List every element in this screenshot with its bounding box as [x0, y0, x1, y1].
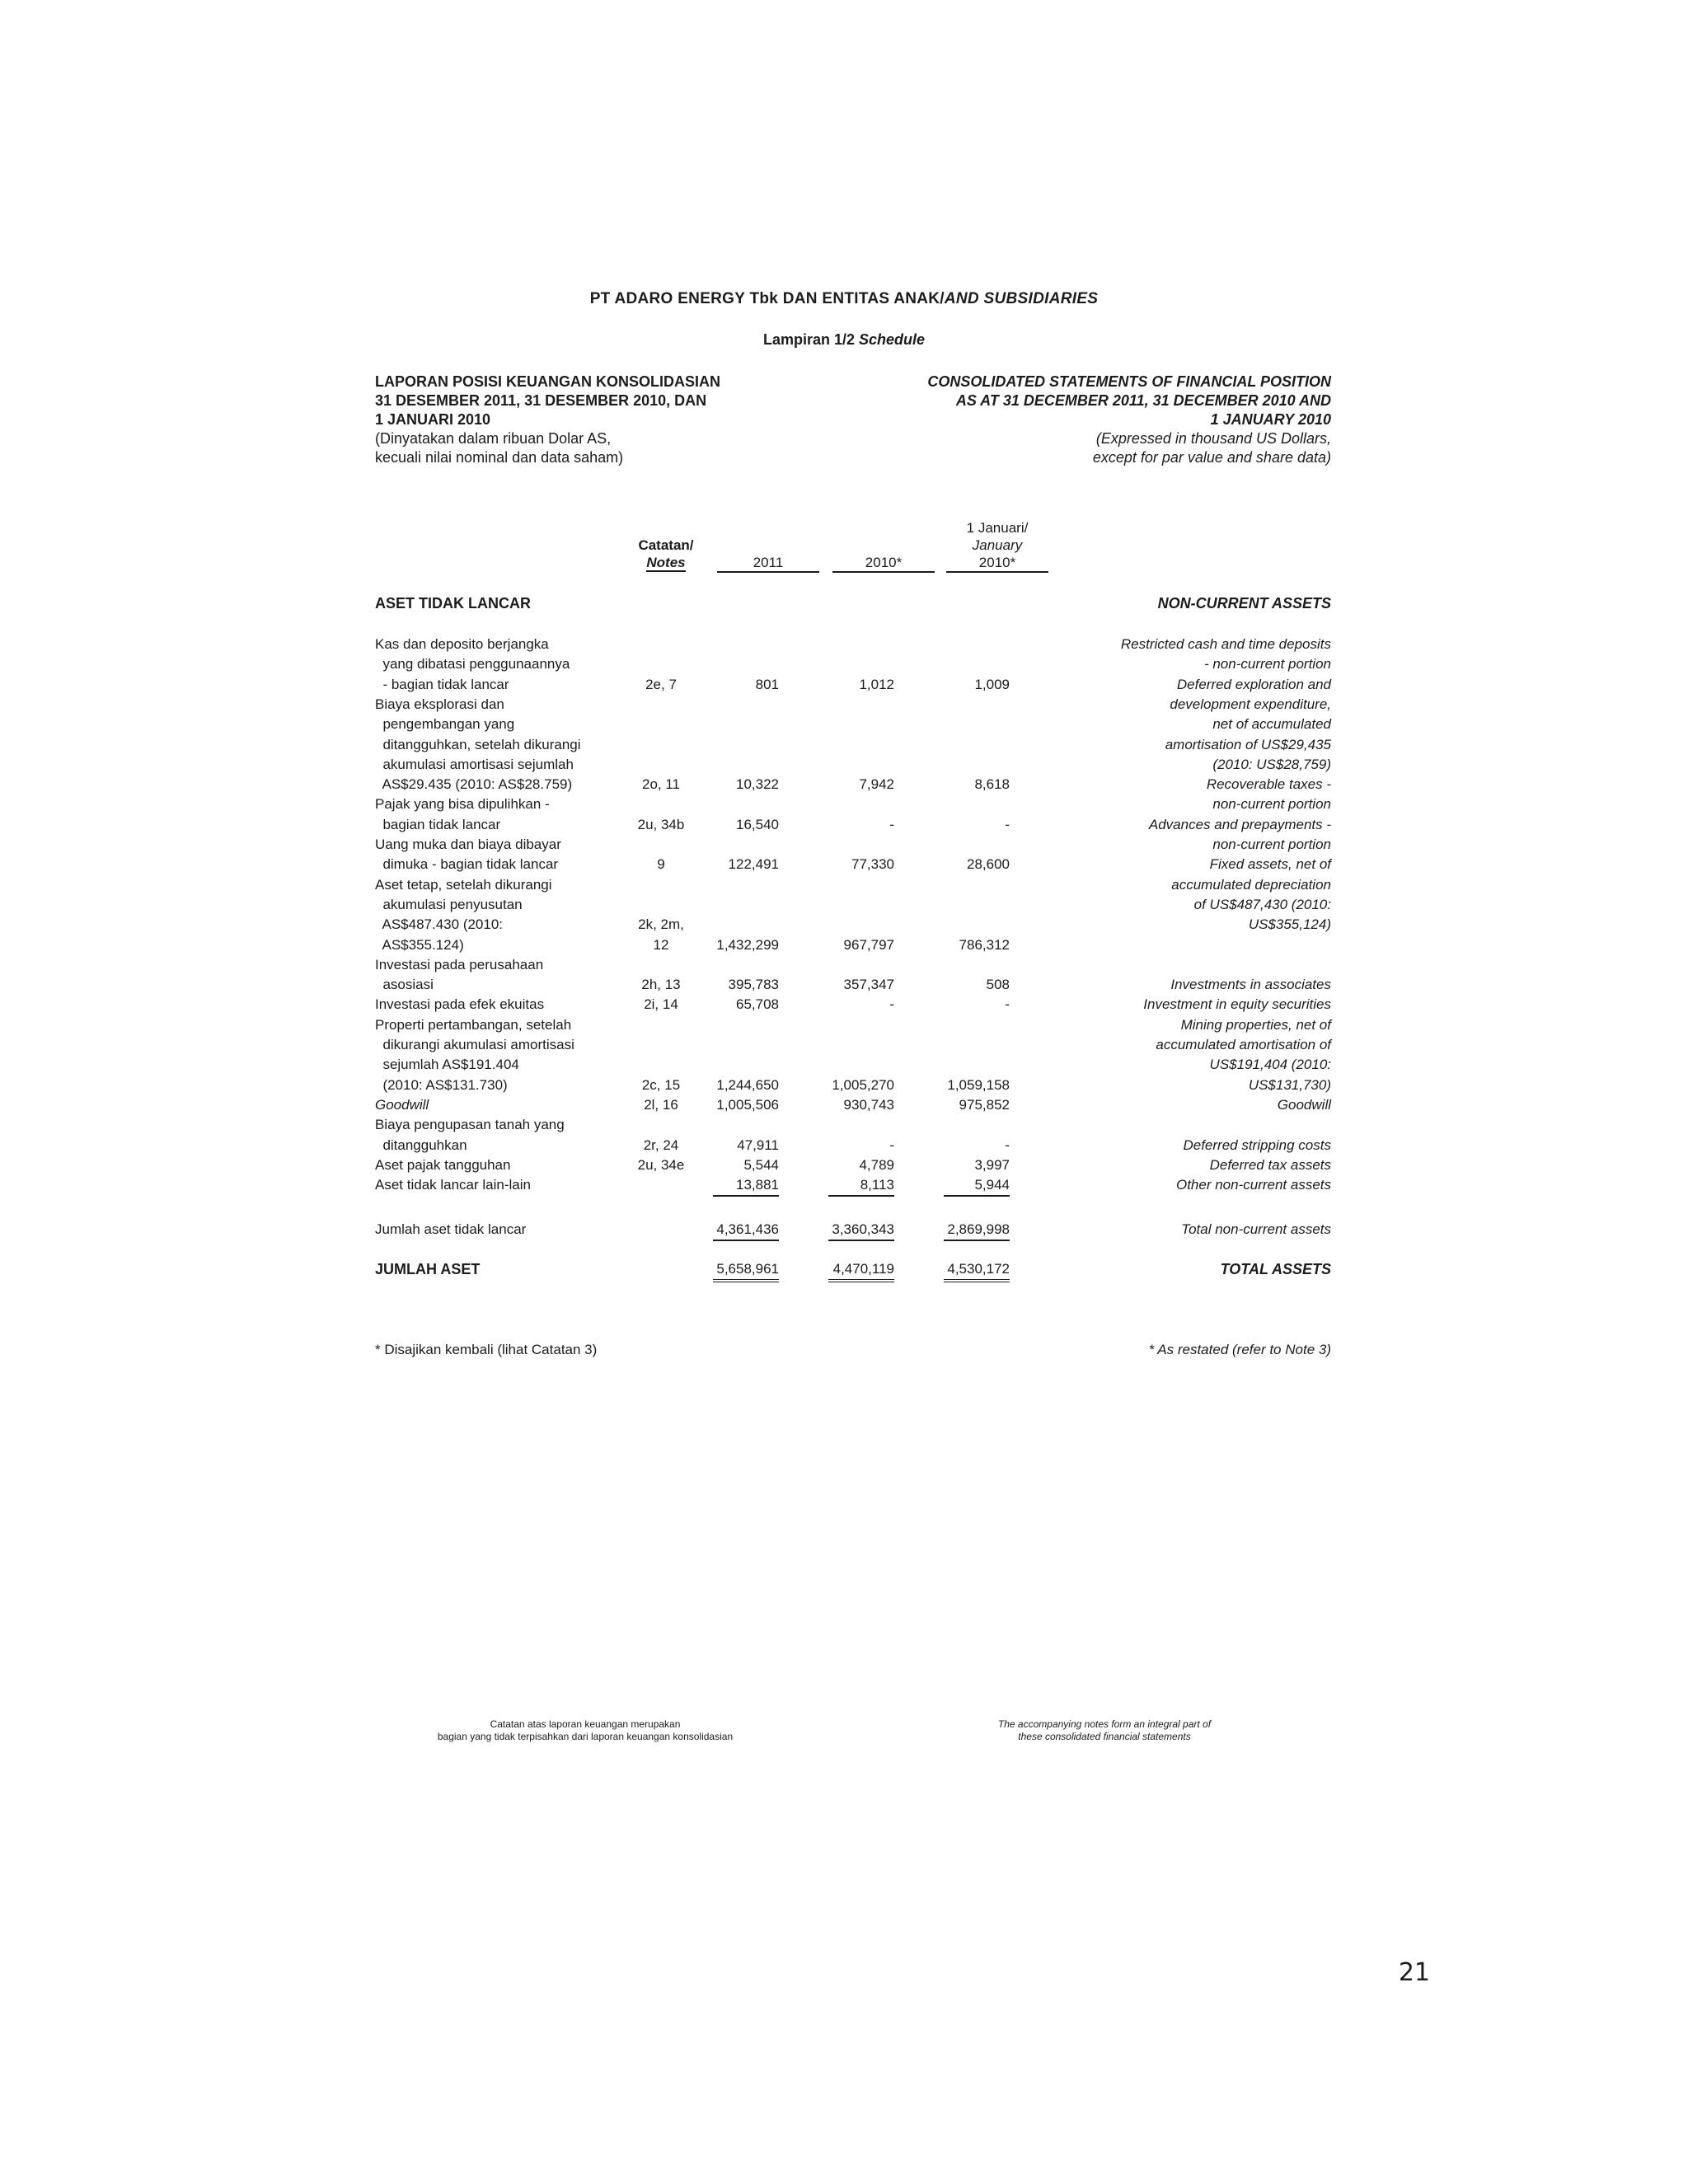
row-value-2010: 8,113 [828, 1175, 894, 1197]
header-line: CONSOLIDATED STATEMENTS OF FINANCIAL POSITION [927, 373, 1331, 390]
row-label-id: Investasi pada efek ekuitas [375, 996, 545, 1013]
page-number: 21 [1398, 1958, 1430, 1987]
company-name: PT ADARO ENERGY Tbk DAN ENTITAS ANAK/ [589, 290, 945, 307]
table-row [375, 955, 1331, 975]
row-value-jan2010: 786,312 [959, 936, 1010, 953]
footnote-id: * Disajikan kembali (lihat Catatan 3) [375, 1342, 598, 1357]
row-label-en: Deferred stripping costs [1183, 1137, 1331, 1153]
row-note-ref: 2e, 7 [645, 676, 677, 692]
total-assets-label: JUMLAH ASET [375, 1261, 481, 1277]
header-line: except for par value and share data) [1092, 449, 1331, 466]
col-head-jan2010 [946, 519, 1048, 573]
row-label-id: AS$487.430 (2010: [375, 916, 504, 933]
row-label-en: Restricted cash and time deposits [1120, 636, 1331, 652]
statement-header-id [375, 373, 720, 467]
row-label-en: Investments in associates [1170, 977, 1331, 993]
table-row [375, 1155, 1331, 1175]
table-row [375, 975, 1331, 995]
row-label-id: ditangguhkan [375, 1137, 467, 1153]
row-label-id: sejumlah AS$191.404 [375, 1057, 519, 1073]
table-row [375, 794, 1331, 814]
table-row [375, 855, 1331, 874]
row-value-jan2010: 3,997 [974, 1156, 1010, 1173]
row-value-2011: 47,911 [737, 1137, 779, 1153]
row-value-jan2010: 28,600 [967, 856, 1010, 873]
row-label-id: AS$29.435 (2010: AS$28.759) [375, 776, 573, 793]
row-label-en: Recoverable taxes - [1206, 776, 1331, 793]
row-value-2011: 801 [755, 676, 779, 692]
section-heading-id: ASET TIDAK LANCAR [375, 595, 531, 612]
table-row [375, 755, 1331, 775]
row-label-id: Aset pajak tangguhan [375, 1156, 511, 1173]
row-label-id: Goodwill [375, 1096, 429, 1113]
total-noncurrent-label-en: Total non-current assets [1181, 1221, 1331, 1237]
header-line: 1 JANUARY 2010 [1210, 411, 1331, 428]
row-note-ref: 9 [657, 856, 665, 873]
schedule-text-en: Schedule [859, 331, 926, 348]
row-note-ref: 2k, 2m, [638, 916, 684, 933]
row-value-jan2010: - [1005, 1137, 1010, 1153]
footer-en [915, 1718, 1294, 1743]
row-label-en: Other non-current assets [1175, 1177, 1331, 1193]
col-head-notes-line1: Catatan/ [638, 537, 694, 553]
row-note-ref: 2o, 11 [641, 776, 680, 793]
header-line: 1 JANUARI 2010 [375, 411, 491, 428]
row-label-id: Biaya eksplorasi dan [375, 696, 504, 712]
row-note-ref: 2u, 34b [637, 816, 685, 832]
row-note-ref: 2u, 34e [637, 1156, 685, 1173]
col-head-2011: 2011 [717, 554, 819, 573]
row-value-2011: 65,708 [736, 996, 779, 1013]
row-label-id: Investasi pada perusahaan [375, 956, 544, 972]
table-row [375, 715, 1331, 734]
row-value-jan2010: 8,618 [974, 776, 1010, 793]
row-label-id: ditangguhkan, setelah dikurangi [375, 736, 581, 752]
row-value-2011: 16,540 [736, 816, 779, 832]
header-line: AS AT 31 DECEMBER 2011, 31 DECEMBER 2010 AND [955, 392, 1331, 409]
row-value-jan2010: 5,944 [944, 1175, 1010, 1197]
row-label-id: Kas dan deposito berjangka [375, 636, 549, 652]
row-value-2011: 122,491 [728, 856, 779, 873]
col-head-jan-line1: 1 Januari/ [966, 520, 1029, 536]
footer-id [354, 1718, 816, 1743]
header-line: (Dinyatakan dalam ribuan Dolar AS, [375, 430, 612, 447]
row-value-2010: - [889, 1137, 894, 1153]
section-heading-row [375, 593, 1331, 613]
row-label-id: asosiasi [375, 977, 434, 993]
section-heading-en: NON-CURRENT ASSETS [1157, 595, 1331, 612]
header-line: LAPORAN POSISI KEUANGAN KONSOLIDASIAN [375, 373, 721, 390]
table-row [375, 695, 1331, 715]
row-value-2010: 4,789 [859, 1156, 894, 1173]
row-value-2010: 930,743 [843, 1096, 894, 1113]
row-note-ref: 12 [653, 936, 669, 953]
row-label-en: US$355,124) [1248, 916, 1331, 933]
row-label-id: dimuka - bagian tidak lancar [375, 856, 559, 873]
table-row [375, 995, 1331, 1015]
row-label-id: pengembangan yang [375, 716, 515, 733]
row-label-en: Goodwill [1277, 1096, 1331, 1113]
row-note-ref: 2i, 14 [644, 996, 678, 1013]
col-head-jan-line2: January [972, 537, 1023, 553]
total-assets-2010: 4,470,119 [828, 1259, 894, 1282]
row-label-en: Deferred exploration and [1176, 676, 1331, 692]
total-noncurrent-2010: 3,360,343 [828, 1220, 894, 1241]
row-value-2011: 395,783 [728, 977, 779, 993]
row-label-en: accumulated amortisation of [1156, 1037, 1331, 1052]
schedule-label [0, 331, 1688, 349]
row-label-en: accumulated depreciation [1171, 876, 1331, 893]
row-note-ref: 2h, 13 [641, 977, 681, 993]
row-label-en: net of accumulated [1212, 716, 1331, 733]
row-value-jan2010: 975,852 [959, 1096, 1010, 1113]
row-value-2010: 7,942 [859, 776, 894, 793]
table-row [375, 1095, 1331, 1115]
schedule-text: Lampiran 1/2 [762, 331, 859, 348]
total-noncurrent-2011: 4,361,436 [713, 1220, 779, 1241]
row-label-id: Aset tidak lancar lain-lain [375, 1177, 531, 1193]
row-label-en: non-current portion [1212, 796, 1331, 813]
total-noncurrent-row [375, 1220, 1331, 1240]
row-label-en: - non-current portion [1203, 656, 1331, 673]
header-line: (Expressed in thousand US Dollars, [1095, 430, 1331, 447]
row-value-2011: 1,005,506 [716, 1096, 779, 1113]
footer-en-line2: these consolidated financial statements [1018, 1731, 1191, 1742]
table-row [375, 735, 1331, 755]
row-label-id: dikurangi akumulasi amortisasi [375, 1037, 574, 1052]
row-label-id: - bagian tidak lancar [375, 676, 509, 692]
table-row [375, 895, 1331, 915]
row-value-jan2010: 1,009 [974, 676, 1010, 692]
row-label-id: Pajak yang bisa dipulihkan - [375, 796, 550, 813]
row-note-ref: 2r, 24 [643, 1137, 679, 1153]
table-row [375, 635, 1331, 654]
company-title [0, 290, 1688, 308]
row-label-id: Aset tetap, setelah dikurangi [375, 876, 552, 893]
row-label-id: Biaya pengupasan tanah yang [375, 1117, 565, 1133]
row-value-2010: 967,797 [843, 936, 894, 953]
total-assets-row [375, 1259, 1331, 1279]
table-row [375, 915, 1331, 935]
row-label-en: Advances and prepayments - [1148, 816, 1331, 832]
total-assets-2011: 5,658,961 [713, 1259, 779, 1282]
row-label-en: development expenditure, [1170, 696, 1331, 712]
table-row [375, 1076, 1331, 1095]
row-value-2011: 10,322 [736, 776, 779, 793]
row-label-id: akumulasi penyusutan [375, 896, 523, 912]
col-head-2010: 2010* [832, 554, 935, 573]
total-noncurrent-jan2010: 2,869,998 [944, 1220, 1010, 1241]
footer-en-line1: The accompanying notes form an integral part of [997, 1718, 1212, 1730]
col-head-notes-line2: Notes [646, 555, 686, 570]
row-label-en: non-current portion [1212, 837, 1331, 852]
row-value-2011: 1,244,650 [716, 1076, 779, 1093]
footnote-en: * As restated (refer to Note 3) [1148, 1342, 1331, 1357]
table-row [375, 1015, 1331, 1035]
total-assets-label-en: TOTAL ASSETS [1220, 1261, 1331, 1277]
row-value-2010: 1,012 [859, 676, 894, 692]
table-row [375, 935, 1331, 955]
table-row [375, 815, 1331, 835]
row-label-id: Uang muka dan biaya dibayar [375, 837, 561, 852]
row-value-2011: 1,432,299 [716, 936, 779, 953]
row-note-ref: 2l, 16 [644, 1096, 678, 1113]
row-label-en: of US$487,430 (2010: [1193, 896, 1331, 912]
row-value-2010: 1,005,270 [832, 1076, 894, 1093]
row-label-id: (2010: AS$131.730) [375, 1076, 508, 1093]
table-row [375, 1136, 1331, 1155]
table-row [375, 835, 1331, 855]
row-label-en: amortisation of US$29,435 [1165, 736, 1331, 752]
table-row [375, 675, 1331, 695]
row-label-en: (2010: US$28,759) [1212, 756, 1331, 772]
row-label-id: Properti pertambangan, setelah [375, 1016, 572, 1033]
row-label-en: Fixed assets, net of [1209, 856, 1331, 873]
col-head-notes [625, 537, 707, 571]
total-assets-jan2010: 4,530,172 [944, 1259, 1010, 1282]
footer-id-line2: bagian yang tidak terpisahkan dari laporan keuangan konsolidasian [437, 1731, 734, 1742]
row-label-en: Deferred tax assets [1209, 1156, 1331, 1173]
company-name-en: AND SUBSIDIARIES [944, 290, 1099, 307]
row-label-en: Mining properties, net of [1180, 1016, 1331, 1033]
row-label-en: US$191,404 (2010: [1209, 1057, 1331, 1073]
col-head-jan-line3: 2010* [946, 554, 1048, 573]
table-row [375, 1115, 1331, 1135]
table-row [375, 1035, 1331, 1055]
row-value-2011: 13,881 [713, 1175, 779, 1197]
row-label-en: US$131,730) [1248, 1076, 1331, 1093]
table-row [375, 775, 1331, 794]
row-value-2010: 357,347 [843, 977, 894, 993]
row-value-2010: - [889, 996, 894, 1013]
table-row [375, 875, 1331, 895]
row-value-jan2010: - [1005, 996, 1010, 1013]
row-value-2010: - [889, 816, 894, 832]
total-noncurrent-label: Jumlah aset tidak lancar [375, 1221, 527, 1237]
row-label-en: Investment in equity securities [1143, 996, 1331, 1013]
row-value-jan2010: 508 [986, 977, 1010, 993]
row-note-ref: 2c, 15 [641, 1076, 681, 1093]
table-row [375, 654, 1331, 674]
table-row [375, 1175, 1331, 1195]
footer-id-line1: Catatan atas laporan keuangan merupakan [490, 1718, 681, 1730]
header-line: kecuali nilai nominal dan data saham) [375, 449, 624, 466]
row-label-id: yang dibatasi penggunaannya [375, 656, 570, 673]
row-value-2011: 5,544 [743, 1156, 779, 1173]
table-row [375, 1055, 1331, 1075]
header-line: 31 DESEMBER 2011, 31 DESEMBER 2010, DAN [375, 392, 707, 409]
row-label-id: bagian tidak lancar [375, 816, 501, 832]
row-value-jan2010: - [1005, 816, 1010, 832]
statement-header-en [927, 373, 1331, 467]
row-value-jan2010: 1,059,158 [947, 1076, 1010, 1093]
row-label-id: akumulasi amortisasi sejumlah [375, 756, 574, 772]
row-label-id: AS$355.124) [375, 936, 464, 953]
row-value-2010: 77,330 [851, 856, 894, 873]
